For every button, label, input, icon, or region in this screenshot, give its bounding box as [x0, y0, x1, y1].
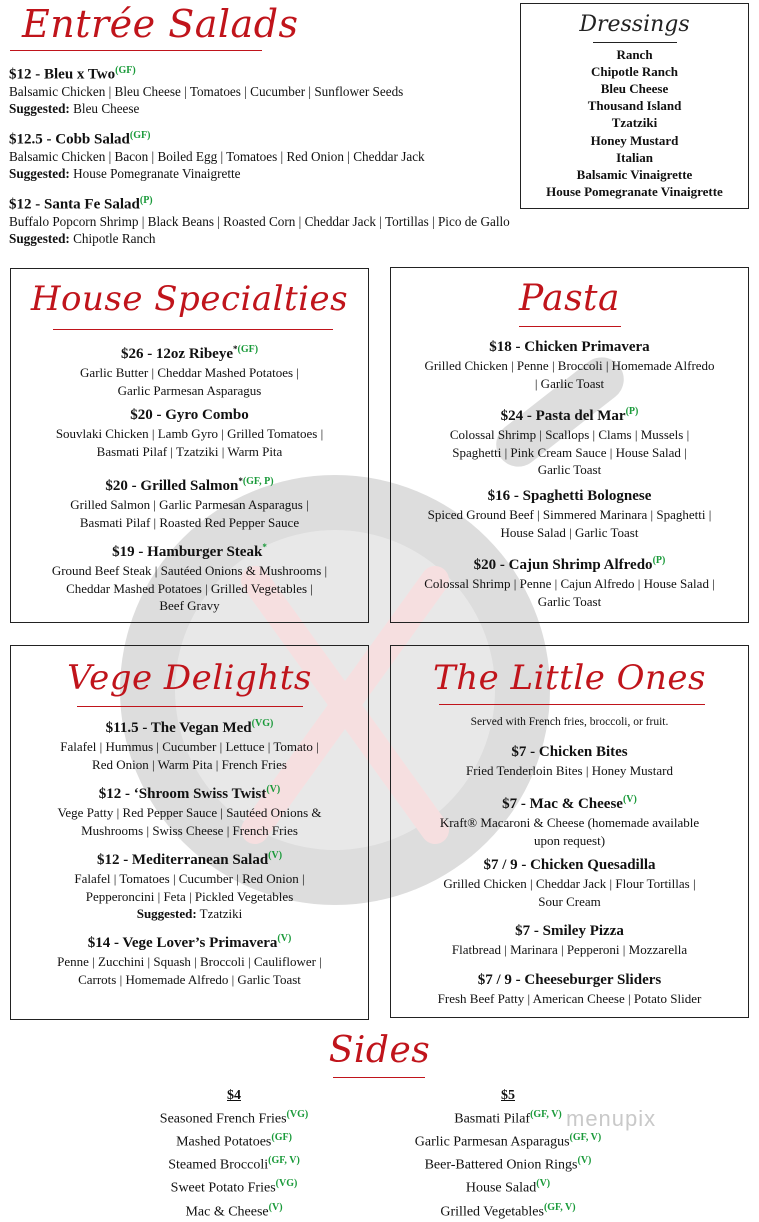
raw-notice-asterisk: * — [233, 344, 238, 354]
item-description-line: Pepperoncini | Feta | Pickled Vegetables — [85, 888, 294, 904]
diet-tag: (V) — [277, 933, 292, 944]
vege-delights-title: Vege Delights — [67, 658, 312, 698]
diet-tag: (GF) — [271, 1131, 292, 1143]
item-heading: $7 - Mac & Cheese — [502, 796, 623, 812]
item-description-line: Basmati Pilaf | Tzatziki | Warm Pita — [96, 443, 283, 459]
sides-column-4 — [120, 1087, 348, 1222]
suggested-label: Suggested: — [9, 101, 70, 117]
side-item: Garlic Parmesan Asparagus$^{(GF, V)}$ — [414, 1131, 602, 1150]
entree-title-underline — [10, 50, 262, 51]
item-description: Balsamic Chicken | Bleu Cheese | Tomatoes | Cucumber | Sunflower Seeds — [9, 84, 404, 100]
title-underline — [77, 706, 303, 707]
item-heading: $12 - ‘Shroom Swiss Twist — [98, 786, 267, 802]
suggested-label: Suggested: — [9, 166, 70, 182]
item-heading: $20 - Gyro Combo — [130, 407, 249, 423]
menu-item-mac-and-cheese — [397, 790, 742, 849]
item-description-line: Ground Beef Steak | Sautéed Onions & Mushrooms | — [51, 563, 328, 578]
dressing-item: Balsamic Vinaigrette — [576, 167, 693, 182]
item-heading: $18 - Chicken Primavera — [489, 339, 650, 355]
item-description-line: Cheddar Mashed Potatoes | Grilled Vegetables | — [66, 580, 313, 596]
diet-tag: (V) — [268, 850, 283, 861]
menu-item-chicken-bites — [397, 742, 742, 780]
dressing-item: Honey Mustard — [590, 133, 679, 148]
item-description-line: Sour Cream — [538, 893, 601, 909]
item-heading: $11.5 - The Vegan Med — [105, 720, 252, 736]
item-description-line: Carrots | Homemade Alfredo | Garlic Toast — [78, 971, 301, 987]
item-description-line: Spaghetti | Pink Cream Sauce | House Salad | — [452, 444, 687, 460]
diet-tag: (V) — [577, 1155, 592, 1167]
item-description-line: Falafel | Hummus | Cucumber | Lettuce | Tomato | — [60, 739, 319, 754]
diet-tag: (GF) — [129, 130, 151, 141]
dressing-item: Chipotle Ranch — [590, 64, 679, 79]
diet-tag: (GF, V) — [569, 1131, 602, 1143]
vege-delights-box — [10, 645, 369, 1020]
dressings-box — [520, 3, 749, 209]
item-description-line: Souvlaki Chicken | Lamb Gyro | Grilled Tomatoes | — [55, 426, 324, 441]
side-item: Basmati Pilaf$^{(GF, V)}$ — [454, 1108, 562, 1127]
suggested-dressing: Bleu Cheese — [69, 101, 140, 117]
dressing-item: Tzatziki — [611, 115, 658, 130]
served-with-note: Served with French fries, broccoli, or fruit. — [470, 716, 669, 728]
suggested-dressing: Tzatziki — [196, 906, 243, 921]
dressing-item: Bleu Cheese — [600, 81, 669, 96]
item-heading: $26 - 12oz Ribeye — [120, 346, 233, 362]
dressings-title-underline — [593, 42, 677, 43]
item-heading: $14 - Vege Lover’s Primavera — [87, 935, 278, 951]
diet-tag: (GF) — [115, 65, 136, 76]
title-underline — [439, 704, 705, 705]
diet-tag: (P) — [652, 555, 666, 566]
entree-salads-title: Entrée Salads — [22, 2, 299, 46]
diet-tag: (V) — [622, 794, 637, 805]
raw-notice-asterisk: * — [262, 542, 267, 552]
diet-tag: (V) — [536, 1178, 551, 1190]
item-description-line: | Garlic Toast — [534, 375, 605, 391]
house-specialties-box — [10, 268, 369, 623]
item-description-line: Fried Tenderloin Bites | Honey Mustard — [466, 763, 673, 778]
suggested-dressing: Chipotle Ranch — [69, 231, 156, 247]
item-heading: $24 - Pasta del Mar — [500, 408, 626, 424]
diet-tag: (P) — [139, 195, 153, 206]
sides-price: $4 — [227, 1088, 241, 1103]
item-description-line: Fresh Beef Patty | American Cheese | Potato Slider — [437, 991, 702, 1006]
sides-title-underline — [333, 1077, 425, 1078]
item-description-line: Grilled Chicken | Penne | Broccoli | Homemade Alfredo — [424, 358, 715, 373]
item-description-line: Red Onion | Warm Pita | French Fries — [92, 756, 287, 772]
item-heading: $12.5 - Cobb Salad — [9, 131, 130, 148]
item-description-line: House Salad | Garlic Toast — [500, 524, 639, 540]
entree-item-bleu-x-two — [9, 62, 514, 117]
suggested-label: Suggested: — [136, 906, 197, 921]
item-heading: $12 - Bleu x Two — [9, 66, 116, 83]
dressings-title: Dressings — [579, 12, 690, 37]
item-description: Balsamic Chicken | Bacon | Boiled Egg | Tomatoes | Red Onion | Cheddar Jack — [9, 149, 425, 165]
diet-tag: (P) — [625, 406, 639, 417]
item-heading: $20 - Cajun Shrimp Alfredo — [473, 557, 653, 573]
diet-tag: (VG) — [251, 718, 274, 729]
house-specialties-title: House Specialties — [30, 279, 349, 319]
menu-item-cheeseburger-sliders — [397, 970, 742, 1008]
dressing-item: Ranch — [616, 47, 653, 62]
menu-item-ribeye — [17, 339, 362, 399]
menu-item-smiley-pizza — [397, 921, 742, 959]
menu-item-vegan-med — [17, 714, 362, 773]
item-description-line: Spiced Ground Beef | Simmered Marinara | Spaghetti | — [427, 507, 712, 522]
menu-item-hamburger-steak — [17, 537, 362, 615]
diet-tag: (VG) — [286, 1108, 309, 1120]
diet-tag: (V) — [266, 784, 281, 795]
diet-tag: (GF) — [237, 344, 259, 355]
item-heading: $16 - Spaghetti Bolognese — [487, 488, 652, 504]
menu-item-vege-lovers-primavera — [17, 929, 362, 988]
menu-item-chicken-primavera — [397, 337, 742, 392]
item-heading: $12 - Mediterranean Salad — [96, 852, 269, 868]
title-underline — [53, 329, 333, 330]
side-item: Steamed Broccoli$^{(GF, V)}$ — [168, 1155, 300, 1173]
item-heading: $20 - Grilled Salmon — [105, 478, 239, 494]
item-description-line: Colossal Shrimp | Scallops | Clams | Mussels | — [449, 427, 690, 442]
side-item: Seasoned French Fries$^{(VG)}$ — [159, 1108, 309, 1127]
side-item: Grilled Vegetables$^{(GF, V)}$ — [440, 1201, 576, 1220]
item-heading: $7 - Chicken Bites — [511, 744, 628, 760]
side-item: House Salad$^{(V)}$ — [465, 1178, 551, 1196]
menu-item-chicken-quesadilla — [397, 855, 742, 910]
menu-item-cajun-shrimp-alfredo — [397, 551, 742, 610]
diet-tag: (GF, V) — [530, 1108, 562, 1120]
item-description: Buffalo Popcorn Shrimp | Black Beans | Roasted Corn | Cheddar Jack | Tortillas | Pico de Gallo — [9, 214, 510, 230]
suggested-label: Suggested: — [9, 231, 70, 247]
menu-item-shroom-swiss-twist — [17, 780, 362, 839]
dressing-item: Thousand Island — [587, 98, 682, 113]
item-description-line: Garlic Parmesan Asparagus — [117, 382, 262, 398]
item-description-line: Colossal Shrimp | Penne | Cajun Alfredo | House Salad | — [424, 576, 715, 591]
menu-item-grilled-salmon — [17, 471, 362, 531]
diet-tag: (GF, V) — [268, 1155, 300, 1167]
item-description-line: Vege Patty | Red Pepper Sauce | Sautéed Onions & — [57, 805, 322, 820]
item-description-line: Penne | Zucchini | Squash | Broccoli | Cauliflower | — [57, 954, 322, 969]
side-item: Beer-Battered Onion Rings$^{(V)}$ — [424, 1155, 592, 1173]
item-description-line: upon request) — [533, 832, 606, 848]
item-description-line: Flatbread | Marinara | Pepperoni | Mozzarella — [451, 942, 688, 957]
item-description-line: Kraft® Macaroni & Cheese (homemade available — [439, 815, 700, 830]
dressing-item: House Pomegranate Vinaigrette — [546, 184, 723, 199]
sides-title: Sides — [328, 1030, 431, 1071]
item-heading: $7 / 9 - Cheeseburger Sliders — [477, 972, 662, 988]
item-heading: $7 / 9 - Chicken Quesadilla — [483, 857, 656, 873]
pasta-box — [390, 267, 749, 623]
pasta-title: Pasta — [519, 278, 620, 319]
menu-item-gyro-combo — [17, 405, 362, 460]
item-description-line: Mushrooms | Swiss Cheese | French Fries — [81, 822, 298, 838]
little-ones-title: The Little Ones — [433, 658, 706, 698]
item-heading: $19 - Hamburger Steak — [112, 544, 263, 560]
menu-item-mediterranean-salad — [17, 846, 362, 923]
little-ones-box — [390, 645, 749, 1018]
sides-price: $5 — [501, 1088, 515, 1103]
diet-tag: (GF, V) — [543, 1201, 576, 1213]
side-item: Mashed Potatoes$^{(GF)}$ — [176, 1131, 292, 1150]
item-heading: $12 - Santa Fe Salad — [9, 196, 140, 213]
side-item: Sweet Potato Fries$^{(VG)}$ — [170, 1178, 298, 1196]
menu-item-spaghetti-bolognese — [397, 486, 742, 541]
raw-notice-asterisk: * — [238, 476, 243, 486]
item-description-line: Beef Gravy — [159, 598, 220, 613]
suggested-dressing: House Pomegranate Vinaigrette — [69, 166, 241, 182]
entree-item-santa-fe-salad — [9, 192, 599, 247]
menupix-watermark: menupix — [566, 1106, 657, 1131]
menu-item-pasta-del-mar — [397, 402, 742, 479]
side-item: Mac & Cheese$^{(V)}$ — [185, 1201, 283, 1220]
dressing-item: Italian — [616, 150, 653, 165]
item-description-line: Garlic Butter | Cheddar Mashed Potatoes | — [80, 365, 299, 380]
entree-item-cobb-salad — [9, 127, 514, 182]
item-heading: $7 - Smiley Pizza — [515, 923, 624, 939]
item-description-line: Falafel | Tomatoes | Cucumber | Red Onion | — [74, 871, 305, 886]
item-description-line: Garlic Toast — [537, 593, 602, 609]
diet-tag: (GF, P) — [242, 476, 274, 487]
item-description-line: Basmati Pilaf | Roasted Red Pepper Sauce — [79, 514, 300, 530]
diet-tag: (V) — [268, 1201, 283, 1213]
title-underline — [519, 326, 621, 327]
item-description-line: Grilled Salmon | Garlic Parmesan Asparagus | — [70, 497, 309, 512]
diet-tag: (VG) — [275, 1178, 298, 1190]
item-description-line: Garlic Toast — [537, 462, 602, 477]
item-description-line: Grilled Chicken | Cheddar Jack | Flour Tortillas | — [443, 876, 696, 891]
